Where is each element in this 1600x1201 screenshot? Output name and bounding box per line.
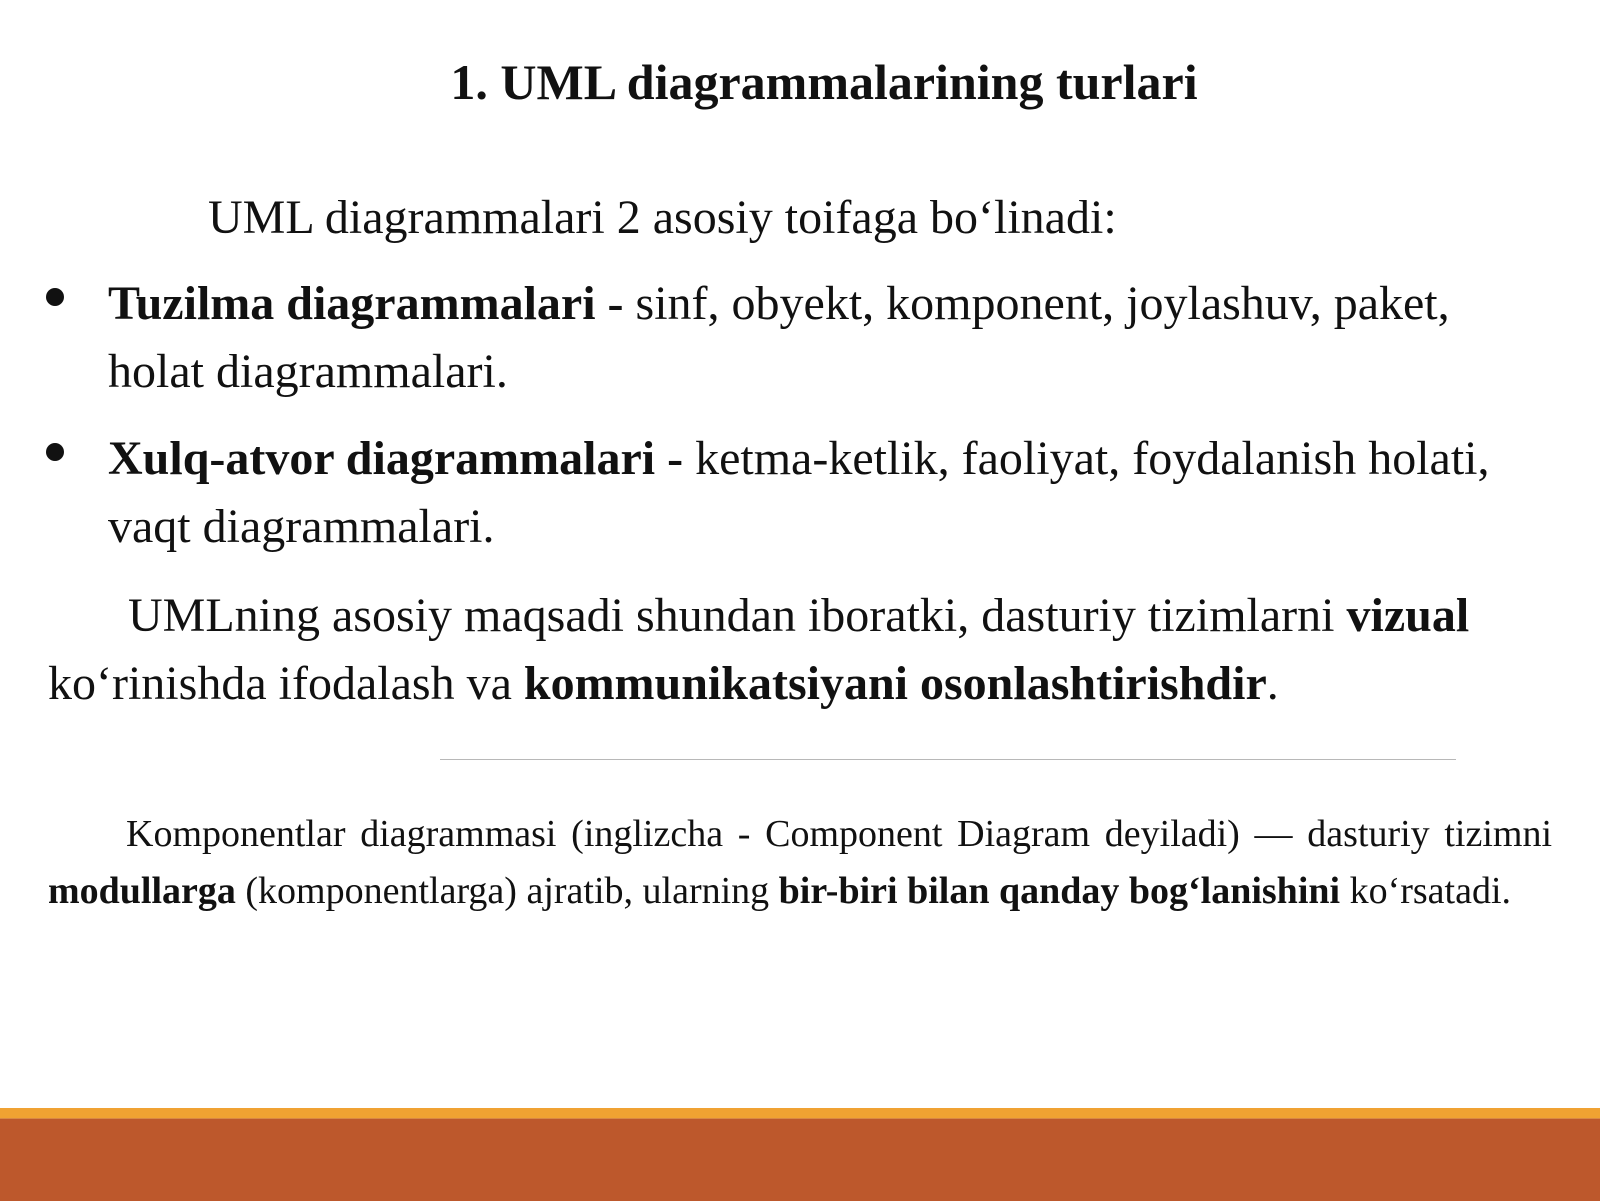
bullet-dot-icon xyxy=(46,288,64,306)
divider-line xyxy=(440,759,1456,760)
footer-band xyxy=(0,1118,1600,1201)
purpose-text-2: ko‘rinishda ifodalash va xyxy=(48,657,524,710)
component-text-1: Komponentlar diagrammasi (inglizcha - Component Diagram deyiladi) — dasturiy tizimni xyxy=(126,813,1552,855)
bullet-separator: - xyxy=(595,277,636,330)
bullet-description: sinf, obyekt, komponent, joylashuv, paket, holat diagrammalari. xyxy=(108,277,1450,398)
footer-accent-line xyxy=(0,1108,1600,1118)
purpose-bold-2: kommunikatsiyani osonlashtirishdir xyxy=(523,657,1267,710)
purpose-text-1: UMLning asosiy maqsadi shundan iboratki, dasturiy tizimlarni xyxy=(128,589,1347,642)
component-bold-2: bir-biri bilan qanday bog‘lanishini xyxy=(778,870,1341,912)
component-bold-1: modullarga xyxy=(48,870,236,912)
slide-title: 1. UML diagrammalarining turlari xyxy=(450,54,1198,110)
intro-text: UML diagrammalari 2 asosiy toifaga bo‘linadi: xyxy=(208,191,1117,244)
component-text-2: (komponentlarga) ajratib, ularning xyxy=(235,870,779,912)
purpose-text-3: . xyxy=(1266,657,1279,710)
bullet-description: ketma-ketlik, faoliyat, foydalanish holati, vaqt diagrammalari. xyxy=(108,432,1490,553)
component-text-3: ko‘rsatadi. xyxy=(1340,870,1512,912)
bullet-text xyxy=(108,425,1548,561)
bullet-dot-icon xyxy=(46,443,64,461)
bullet-term: Xulq-atvor diagrammalari xyxy=(108,432,656,485)
bullet-text xyxy=(108,270,1548,406)
component-paragraph xyxy=(48,806,1552,920)
bullet-term: Tuzilma diagrammalari xyxy=(108,277,596,330)
purpose-paragraph xyxy=(48,582,1528,718)
bullet-separator: - xyxy=(655,432,696,485)
purpose-bold-1: vizual xyxy=(1346,589,1470,642)
